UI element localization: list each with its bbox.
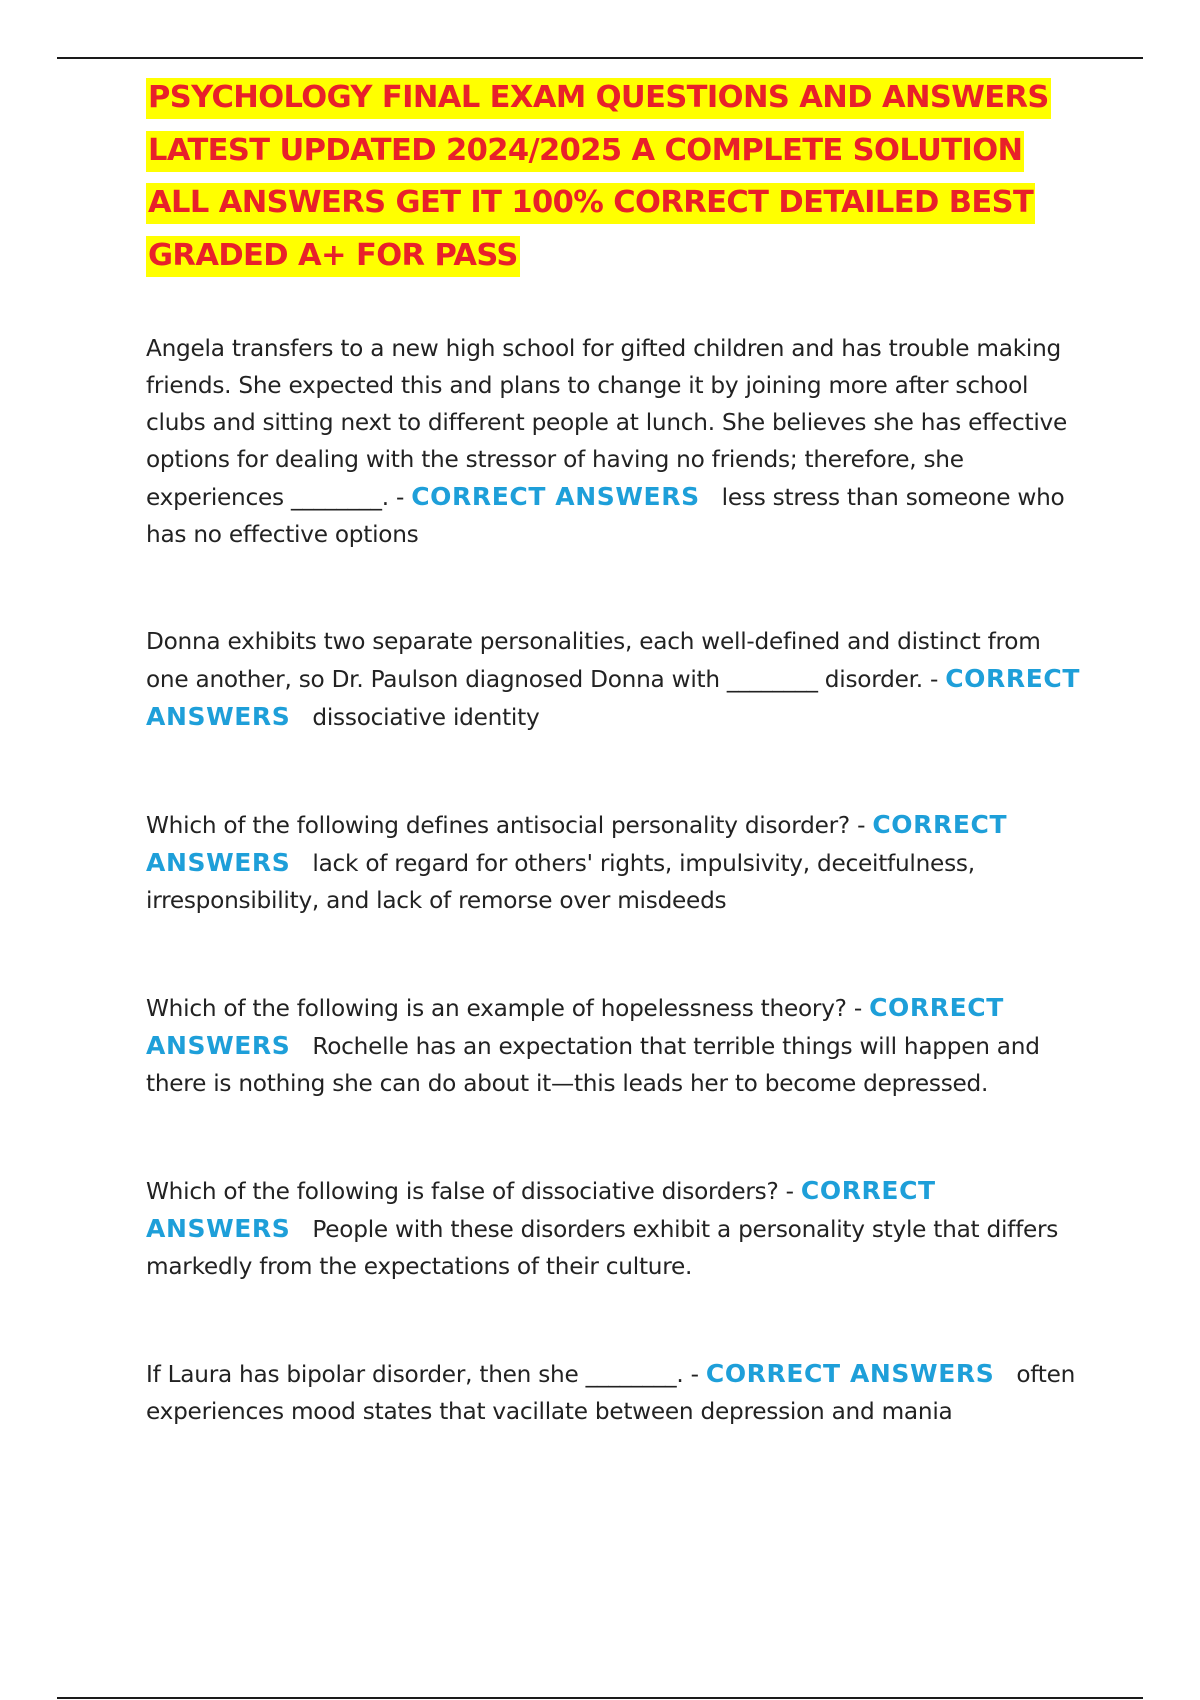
answer-label: CORRECT ANSWERS bbox=[146, 664, 1081, 731]
separator: - bbox=[849, 812, 873, 839]
question-text: If Laura has bipolar disorder, then she ________. bbox=[146, 1361, 684, 1388]
qa-item bbox=[146, 1355, 1086, 1430]
qa-item bbox=[146, 989, 1086, 1102]
answer-label: CORRECT ANSWERS bbox=[146, 1176, 936, 1243]
qa-item bbox=[146, 806, 1086, 919]
answer-label: CORRECT ANSWERS bbox=[146, 993, 1004, 1060]
answer-text: lack of regard for others' rights, impulsivity, deceitfulness, irresponsibility, and lack of remorse over misdeeds bbox=[146, 850, 975, 914]
answer-text: Rochelle has an expectation that terrible things will happen and there is nothing she can do about it—this leads her to become depressed. bbox=[146, 1033, 1040, 1097]
answer-text: less stress than someone who has no effective options bbox=[146, 484, 1065, 548]
qa-item bbox=[146, 623, 1086, 736]
answer-label: CORRECT ANSWERS bbox=[705, 1359, 995, 1388]
question-text: Angela transfers to a new high school for gifted children and has trouble making friends. She expected this and plans to change it by joining more after school clubs and sitting next to different people at lunch. She believes she has effective options for dealing with the stressor of having no friends; therefore, she experiences ________. bbox=[146, 335, 1068, 511]
document-body bbox=[146, 72, 1086, 1500]
question-text: Which of the following is false of dissociative disorders? bbox=[146, 1178, 779, 1205]
separator: - bbox=[388, 484, 412, 511]
document-title bbox=[146, 72, 1086, 282]
separator: - bbox=[846, 995, 870, 1022]
answer-label: CORRECT ANSWERS bbox=[411, 482, 700, 511]
top-rule bbox=[57, 57, 1143, 59]
question-text: Which of the following defines antisocial personality disorder? bbox=[146, 812, 850, 839]
separator: - bbox=[778, 1178, 801, 1205]
bottom-rule bbox=[57, 1697, 1143, 1699]
answer-text: often experiences mood states that vacillate between depression and mania bbox=[146, 1361, 1076, 1425]
question-text: Which of the following is an example of hopelessness theory? bbox=[146, 995, 847, 1022]
qa-item bbox=[146, 1172, 1086, 1285]
qa-item bbox=[146, 330, 1086, 553]
answer-text: People with these disorders exhibit a personality style that differs markedly from the expectations of their culture. bbox=[146, 1216, 1059, 1280]
separator: - bbox=[922, 666, 946, 693]
answer-text: dissociative identity bbox=[312, 704, 540, 731]
separator: - bbox=[683, 1361, 706, 1388]
answer-label: CORRECT ANSWERS bbox=[146, 810, 1008, 877]
question-text: Donna exhibits two separate personalities, each well-defined and distinct from one another, so Dr. Paulson diagnosed Donna with ________ disorder. bbox=[146, 628, 1041, 693]
document-title-text: PSYCHOLOGY FINAL EXAM QUESTIONS AND ANSWERS LATEST UPDATED 2024/2025 A COMPLETE SOLUTION ALL ANSWERS GET IT 100% CORRECT DETAILED BEST GRADED A+ FOR PASS bbox=[146, 78, 1051, 277]
